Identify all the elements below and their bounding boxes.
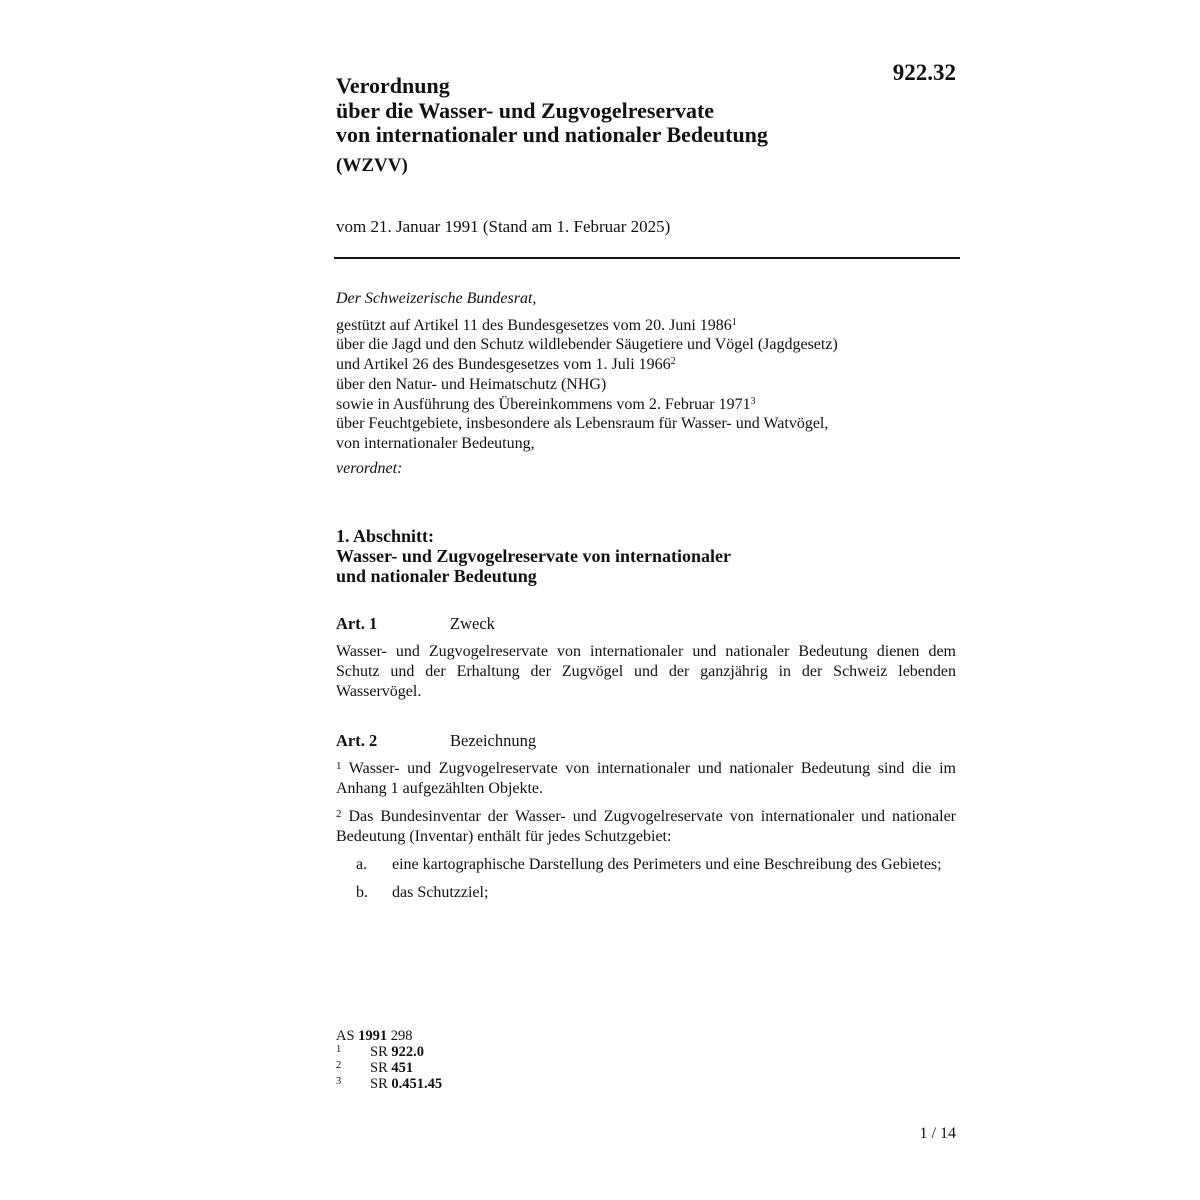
footnote-prefix: SR bbox=[370, 1044, 392, 1060]
preamble-line: über Feuchtgebiete, insbesondere als Lebensraum für Wasser- und Watvögel, bbox=[336, 415, 829, 433]
section-number: 1. Abschnitt: bbox=[336, 526, 435, 546]
preamble-line-text: sowie in Ausführung des Übereinkommens vom 2. Februar 1971 bbox=[336, 395, 751, 413]
article-text: Wasser- und Zugvogelreservate von internationaler und nationaler Bedeutung dienen dem Schutz und der Erhaltung der Zugvögel und der ganzjährig in der Schweiz lebenden Wasservögel. bbox=[336, 643, 956, 700]
article-heading bbox=[336, 614, 956, 634]
title-line: Verordnung bbox=[336, 73, 450, 98]
page-number: 1 / 14 bbox=[919, 1125, 956, 1142]
article-number: Art. 1 bbox=[336, 614, 378, 633]
source-year: 1991 bbox=[358, 1028, 388, 1044]
date-line: vom 21. Januar 1991 (Stand am 1. Februar 2025) bbox=[336, 217, 671, 236]
article-paragraph bbox=[336, 759, 956, 799]
footnote-ref-link[interactable]: 451 bbox=[391, 1060, 414, 1076]
preamble-line: über den Natur- und Heimatschutz (NHG) bbox=[336, 375, 607, 393]
paragraph-number: 1 bbox=[336, 760, 342, 772]
section-heading bbox=[336, 526, 731, 586]
paragraph-text: Das Bundesinventar der Wasser- und Zugvogelreservate von internationaler und nationaler Bedeutung (Inventar) enthält für jedes Schutzgebiet: bbox=[336, 808, 956, 845]
article-paragraph bbox=[336, 807, 956, 847]
list-text: eine kartographische Darstellung des Perimeters und eine Beschreibung des Gebietes; bbox=[392, 856, 942, 873]
source-page: 298 bbox=[387, 1028, 413, 1044]
preamble-line bbox=[336, 355, 956, 375]
source-prefix: AS bbox=[336, 1028, 359, 1044]
footnote bbox=[336, 1060, 442, 1076]
preamble-intro: Der Schweizerische Bundesrat, bbox=[336, 290, 537, 307]
document-title bbox=[336, 74, 768, 178]
footnote-ref-link[interactable]: 0.451.45 bbox=[391, 1076, 443, 1092]
list-letter: b. bbox=[356, 884, 368, 901]
header-divider bbox=[334, 257, 960, 259]
list-item bbox=[336, 883, 956, 903]
footnote-ref-link[interactable]: 922.0 bbox=[391, 1044, 424, 1060]
paragraph-text: Wasser- und Zugvogelreservate von internationaler und nationaler Bedeutung sind die im Anhang 1 aufgezählten Objekte. bbox=[336, 760, 956, 797]
footnote-number: 1 bbox=[336, 1044, 342, 1055]
list-item bbox=[336, 855, 956, 875]
footnote-text bbox=[370, 1060, 413, 1076]
footnote bbox=[336, 1044, 442, 1060]
sr-number: 922.32 bbox=[892, 60, 956, 85]
footnotes bbox=[336, 1028, 442, 1092]
section-title-line: und nationaler Bedeutung bbox=[336, 566, 537, 586]
article-2 bbox=[336, 731, 956, 903]
footnote-text bbox=[370, 1076, 442, 1092]
preamble-authority bbox=[336, 316, 956, 454]
paragraph-number: 2 bbox=[336, 808, 342, 820]
preamble-line-text: gestützt auf Artikel 11 des Bundesgesetzes vom 20. Juni 1986 bbox=[336, 316, 732, 334]
footnote-number: 2 bbox=[336, 1060, 342, 1071]
preamble-closing: verordnet: bbox=[336, 459, 403, 477]
preamble-line bbox=[336, 395, 956, 415]
title-line: über die Wasser- und Zugvogelreservate bbox=[336, 97, 715, 123]
footnote-text bbox=[370, 1044, 424, 1060]
preamble-line-text: und Artikel 26 des Bundesgesetzes vom 1. Juli 1966 bbox=[336, 356, 671, 374]
title-abbreviation: (WZVV) bbox=[336, 154, 408, 176]
preamble bbox=[336, 289, 956, 478]
article-title: Zweck bbox=[450, 614, 495, 633]
preamble-line: über die Jagd und den Schutz wildlebender Säugetiere und Vögel (Jagdgesetz) bbox=[336, 336, 838, 354]
source-reference bbox=[336, 1028, 442, 1044]
article-title: Bezeichnung bbox=[450, 731, 537, 750]
footnote-ref[interactable]: 1 bbox=[731, 316, 737, 328]
preamble-line: von internationaler Bedeutung, bbox=[336, 434, 535, 452]
title-line: von internationaler und nationaler Bedeutung bbox=[336, 122, 768, 147]
list-text: das Schutzziel; bbox=[392, 884, 489, 901]
section-title-line: Wasser- und Zugvogelreservate von internationaler bbox=[336, 546, 731, 566]
article-heading bbox=[336, 731, 956, 751]
footnote-ref[interactable]: 3 bbox=[750, 395, 756, 407]
preamble-line bbox=[336, 316, 956, 336]
list-letter: a. bbox=[356, 856, 368, 873]
footnote-number: 3 bbox=[336, 1076, 342, 1087]
footnote-prefix: SR bbox=[370, 1060, 392, 1076]
article-number: Art. 2 bbox=[336, 731, 378, 750]
article-1 bbox=[336, 614, 956, 702]
footnote-ref[interactable]: 2 bbox=[670, 356, 676, 368]
footnote-prefix: SR bbox=[370, 1076, 392, 1092]
footnote bbox=[336, 1076, 442, 1092]
